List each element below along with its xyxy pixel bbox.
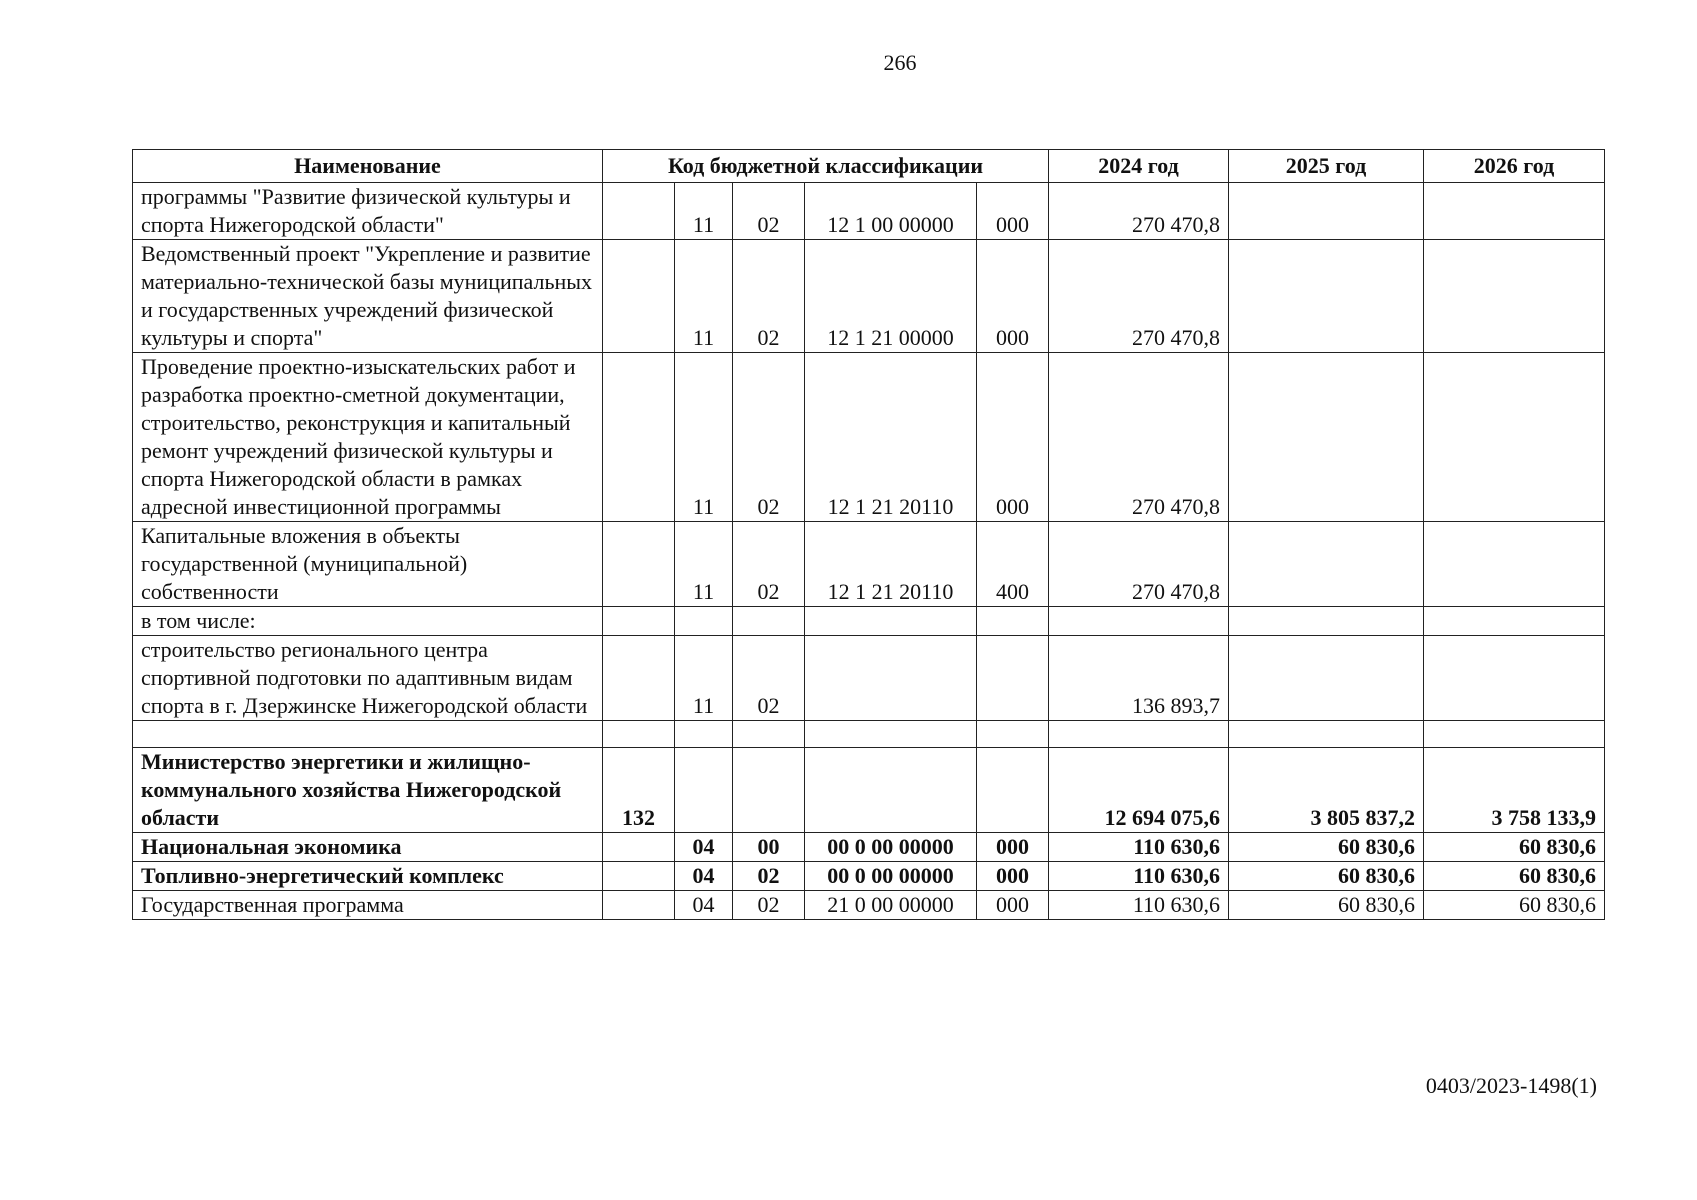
- row-2024: [1049, 607, 1229, 636]
- row-csr: [805, 748, 977, 833]
- row-2026: [1424, 607, 1605, 636]
- row-vr: 000: [977, 862, 1049, 891]
- row-2024: 136 893,7: [1049, 636, 1229, 721]
- row-name: Ведомственный проект "Укрепление и развитие материально-технической базы муниципальных и государственных учреждений физической культуры и спорта": [133, 240, 603, 353]
- row-name: Национальная экономика: [133, 833, 603, 862]
- row-pr: 02: [733, 891, 805, 920]
- row-ved: [603, 353, 675, 522]
- header-name: Наименование: [133, 150, 603, 183]
- row-csr: [805, 636, 977, 721]
- row-name: Государственная программа: [133, 891, 603, 920]
- row-ved: [603, 183, 675, 240]
- row-ved: [603, 721, 675, 748]
- row-name: программы "Развитие физической культуры и спорта Нижегородской области": [133, 183, 603, 240]
- row-2026: 60 830,6: [1424, 862, 1605, 891]
- table-row: [133, 240, 1605, 353]
- row-name: Топливно-энергетический комплекс: [133, 862, 603, 891]
- row-rz: 11: [675, 183, 733, 240]
- header-2024: 2024 год: [1049, 150, 1229, 183]
- row-2025: [1229, 353, 1424, 522]
- row-rz: 11: [675, 636, 733, 721]
- row-csr: [805, 607, 977, 636]
- row-2026: 60 830,6: [1424, 891, 1605, 920]
- row-2025: [1229, 721, 1424, 748]
- row-ved: [603, 833, 675, 862]
- row-rz: [675, 721, 733, 748]
- row-2026: 60 830,6: [1424, 833, 1605, 862]
- row-ved: [603, 891, 675, 920]
- row-2025: 60 830,6: [1229, 862, 1424, 891]
- row-2025: [1229, 183, 1424, 240]
- row-pr: 00: [733, 833, 805, 862]
- row-2025: [1229, 636, 1424, 721]
- row-2026: 3 758 133,9: [1424, 748, 1605, 833]
- table-row: [133, 522, 1605, 607]
- row-vr: 000: [977, 833, 1049, 862]
- row-vr: [977, 607, 1049, 636]
- row-2026: [1424, 721, 1605, 748]
- row-csr: 00 0 00 00000: [805, 833, 977, 862]
- header-code: Код бюджетной классификации: [603, 150, 1049, 183]
- row-pr: 02: [733, 353, 805, 522]
- row-pr: [733, 607, 805, 636]
- header-2025: 2025 год: [1229, 150, 1424, 183]
- row-pr: 02: [733, 636, 805, 721]
- row-rz: 04: [675, 891, 733, 920]
- row-name: [133, 721, 603, 748]
- row-2026: [1424, 183, 1605, 240]
- table-row: [133, 607, 1605, 636]
- table-row: [133, 862, 1605, 891]
- row-ved: [603, 522, 675, 607]
- row-name: Проведение проектно-изыскательских работ и разработка проектно-сметной документации, строительство, реконструкция и капитальный ремонт учреждений физической культуры и спорта Нижегородской области в рамках адресной инвестиционной программы: [133, 353, 603, 522]
- row-name: Министерство энергетики и жилищно-коммунального хозяйства Нижегородской области: [133, 748, 603, 833]
- row-rz: [675, 748, 733, 833]
- row-ved: [603, 607, 675, 636]
- row-ved: [603, 862, 675, 891]
- header-row: [133, 150, 1605, 183]
- row-2024: 270 470,8: [1049, 353, 1229, 522]
- row-2024: 110 630,6: [1049, 833, 1229, 862]
- row-pr: 02: [733, 240, 805, 353]
- row-rz: 04: [675, 833, 733, 862]
- row-vr: 000: [977, 353, 1049, 522]
- row-2026: [1424, 522, 1605, 607]
- row-vr: [977, 748, 1049, 833]
- row-2025: [1229, 522, 1424, 607]
- row-2024: 270 470,8: [1049, 240, 1229, 353]
- table-row: [133, 721, 1605, 748]
- table-row: [133, 183, 1605, 240]
- table-row: [133, 748, 1605, 833]
- row-2025: 60 830,6: [1229, 833, 1424, 862]
- row-2024: 110 630,6: [1049, 862, 1229, 891]
- row-vr: 000: [977, 183, 1049, 240]
- document-code: 0403/2023-1498(1): [1425, 1073, 1597, 1098]
- row-rz: 11: [675, 522, 733, 607]
- header-2026: 2026 год: [1424, 150, 1605, 183]
- row-ved: 132: [603, 748, 675, 833]
- row-rz: 11: [675, 240, 733, 353]
- row-rz: 04: [675, 862, 733, 891]
- row-vr: 000: [977, 891, 1049, 920]
- row-rz: [675, 607, 733, 636]
- row-ved: [603, 240, 675, 353]
- row-name: строительство регионального центра спортивной подготовки по адаптивным видам спорта в г. Дзержинске Нижегородской области: [133, 636, 603, 721]
- row-2024: 270 470,8: [1049, 522, 1229, 607]
- row-ved: [603, 636, 675, 721]
- row-pr: 02: [733, 862, 805, 891]
- row-csr: [805, 721, 977, 748]
- row-vr: 000: [977, 240, 1049, 353]
- row-pr: [733, 721, 805, 748]
- row-2024: 12 694 075,6: [1049, 748, 1229, 833]
- row-2025: [1229, 607, 1424, 636]
- row-2024: 270 470,8: [1049, 183, 1229, 240]
- row-rz: 11: [675, 353, 733, 522]
- budget-table: [132, 149, 1605, 920]
- row-vr: [977, 636, 1049, 721]
- row-csr: 12 1 21 20110: [805, 522, 977, 607]
- row-2024: [1049, 721, 1229, 748]
- table-row: [133, 891, 1605, 920]
- row-vr: [977, 721, 1049, 748]
- row-csr: 00 0 00 00000: [805, 862, 977, 891]
- row-name: в том числе:: [133, 607, 603, 636]
- table-row: [133, 353, 1605, 522]
- row-2024: 110 630,6: [1049, 891, 1229, 920]
- row-2025: [1229, 240, 1424, 353]
- row-2026: [1424, 240, 1605, 353]
- row-csr: 12 1 21 00000: [805, 240, 977, 353]
- row-csr: 21 0 00 00000: [805, 891, 977, 920]
- table-row: [133, 636, 1605, 721]
- row-pr: 02: [733, 522, 805, 607]
- row-2025: 3 805 837,2: [1229, 748, 1424, 833]
- row-vr: 400: [977, 522, 1049, 607]
- page-number: 266: [883, 50, 917, 75]
- row-2026: [1424, 636, 1605, 721]
- row-2026: [1424, 353, 1605, 522]
- row-pr: 02: [733, 183, 805, 240]
- row-2025: 60 830,6: [1229, 891, 1424, 920]
- table-row: [133, 833, 1605, 862]
- row-pr: [733, 748, 805, 833]
- row-name: Капитальные вложения в объекты государственной (муниципальной) собственности: [133, 522, 603, 607]
- row-csr: 12 1 00 00000: [805, 183, 977, 240]
- row-csr: 12 1 21 20110: [805, 353, 977, 522]
